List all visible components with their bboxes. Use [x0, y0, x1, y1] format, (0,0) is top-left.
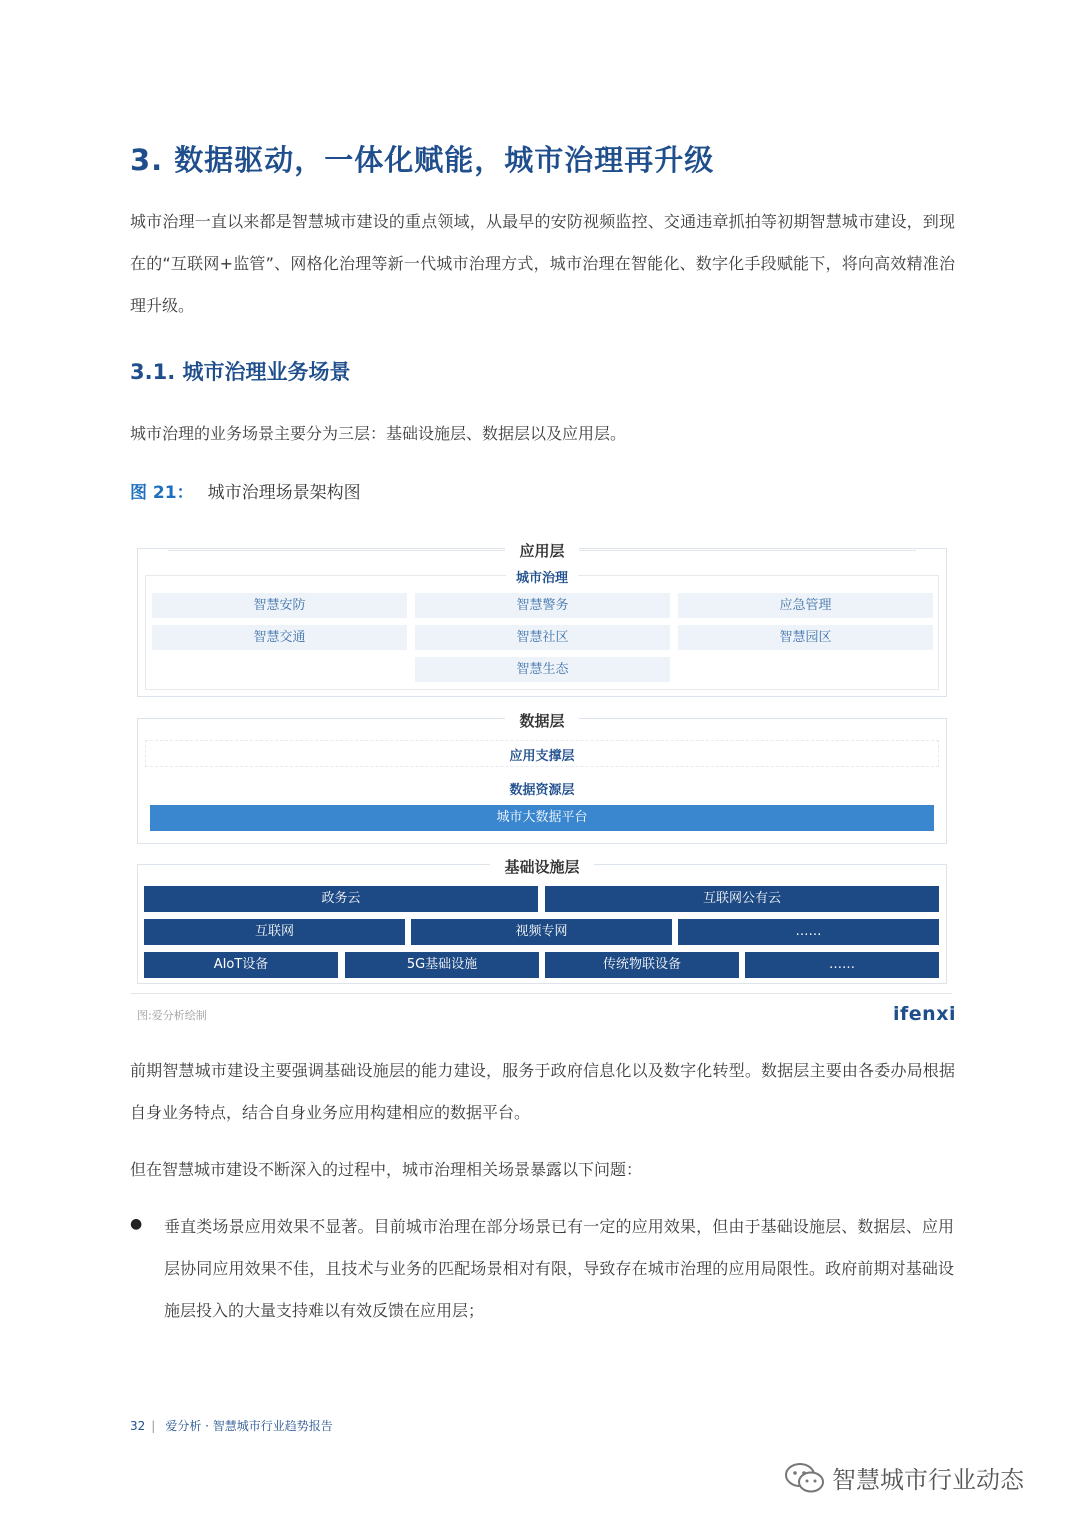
- app-cell: 智慧社区: [415, 625, 670, 650]
- page-number: 32: [130, 1419, 146, 1433]
- ifenxi-logo: ifenxi: [893, 1003, 956, 1025]
- data-resource-title: 数据资源层: [509, 783, 575, 798]
- app-layer-panel: [137, 542, 947, 697]
- app-cell: 智慧园区: [678, 625, 933, 650]
- infra-cell: AIoT设备: [144, 952, 338, 978]
- problems-paragraph: 但在智慧城市建设不断深入的过程中，城市治理相关场景暴露以下问题：: [130, 1160, 643, 1179]
- intro-paragraph: 城市治理一直以来都是智慧城市建设的重点领域，从最早的安防视频监控、交通违章抓拍等初期智慧城市建设，到现在的“互联网+监管”、网格化治理等新一代城市治理方式，城市治理在智能化、数字化手段赋能下，将向高效精准治理升级。: [130, 212, 955, 315]
- footer-text: 爱分析 · 智慧城市行业趋势报告: [165, 1419, 333, 1433]
- data-layer-panel: [137, 712, 947, 844]
- figure-source: 图:爱分析绘制: [137, 1009, 207, 1022]
- early-construction-paragraph: 前期智慧城市建设主要强调基础设施层的能力建设，服务于政府信息化以及数字化转型。数据层主要由各委办局根据自身业务特点，结合自身业务应用构建相应的数据平台。: [130, 1061, 955, 1122]
- bullet-item: 垂直类场景应用效果不显著。目前城市治理在部分场景已有一定的应用效果，但由于基础设施层、数据层、应用层协同应用效果不佳，且技术与业务的匹配场景相对有限，导致存在城市治理的应用局限性。政府前期对基础设施层投入的大量支持难以有效反馈在应用层；: [164, 1217, 954, 1320]
- infra-cell: 视频专网: [411, 919, 672, 945]
- app-cell: 应急管理: [678, 593, 933, 618]
- infra-cell: 互联网: [144, 919, 405, 945]
- figure-caption: [130, 478, 361, 503]
- figure-divider: [130, 993, 952, 994]
- city-big-data-platform: 城市大数据平台: [150, 805, 934, 831]
- figure-title: 城市治理场景架构图: [207, 483, 361, 503]
- app-cell: 智慧交通: [152, 625, 407, 650]
- figure-number: 图 21：: [130, 483, 194, 503]
- app-cell: 智慧生态: [415, 657, 670, 682]
- layers-paragraph: 城市治理的业务场景主要分为三层：基础设施层、数据层以及应用层。: [130, 424, 627, 443]
- wechat-watermark: [784, 1460, 1024, 1495]
- city-governance-title: 城市治理: [506, 571, 578, 586]
- section-heading: 3. 数据驱动，一体化赋能，城市治理再升级: [130, 143, 715, 177]
- infra-cell: 传统物联设备: [545, 952, 739, 978]
- footer-divider: |: [151, 1419, 156, 1433]
- data-layer-title: 数据层: [138, 710, 946, 731]
- app-support-title: 应用支撑层: [509, 749, 575, 764]
- watermark-text: 智慧城市行业动态: [832, 1466, 1024, 1494]
- bullet-icon: ●: [130, 1216, 143, 1232]
- app-layer-title: 应用层: [138, 540, 946, 561]
- wechat-icon: [784, 1461, 826, 1495]
- app-cell: 智慧安防: [152, 593, 407, 618]
- infra-cell: 互联网公有云: [545, 886, 939, 912]
- infra-layer-title: 基础设施层: [138, 856, 946, 877]
- app-support-layer: [145, 740, 939, 767]
- subsection-heading: 3.1. 城市治理业务场景: [130, 360, 351, 384]
- infra-cell: 政务云: [144, 886, 538, 912]
- city-governance-group: [145, 571, 939, 690]
- infra-cell: ……: [745, 952, 939, 978]
- infra-cell: 5G基础设施: [345, 952, 539, 978]
- infra-layer-panel: [137, 858, 947, 984]
- app-cell: 智慧警务: [415, 593, 670, 618]
- page-footer: [130, 1417, 333, 1434]
- infra-cell: ……: [678, 919, 939, 945]
